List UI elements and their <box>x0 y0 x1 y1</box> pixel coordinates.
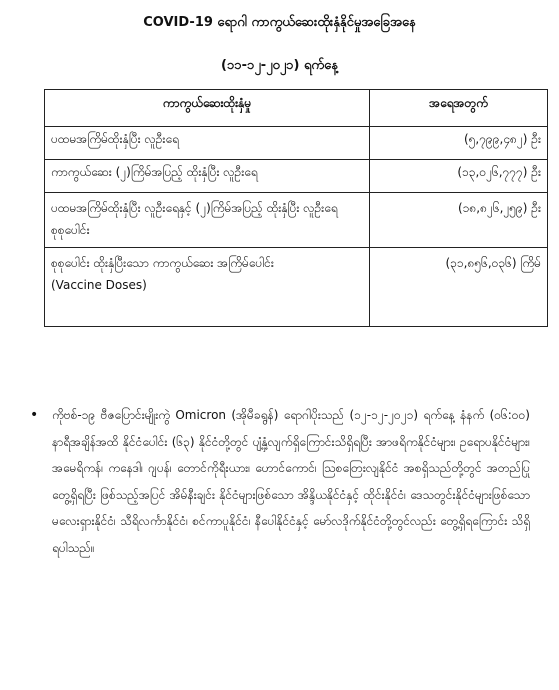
column-header-count: အရေအတွက် <box>370 90 548 127</box>
table-row <box>45 193 548 248</box>
row-label: ကာကွယ်ဆေး (၂)ကြိမ်အပြည့် ထိုးနှံပြီး လူဦးရေ <box>45 160 370 193</box>
row-label: ပထမအကြိမ်ထိုးနှံပြီး လူဦးရေ <box>45 127 370 160</box>
bullet-icon: • <box>30 407 39 423</box>
column-header-vaccination: ကာကွယ်ဆေးထိုးနှံမှု <box>45 90 370 127</box>
table-row <box>45 248 548 327</box>
table-row <box>45 127 548 160</box>
row-label-sub: (Vaccine Doses) <box>51 278 147 292</box>
row-value: (၁၈,၈၂၆,၂၅၉) ဦး <box>370 193 548 248</box>
row-value: (၁၃,၀၂၆,၇၇၇) ဦး <box>370 160 548 193</box>
table-row <box>45 160 548 193</box>
table-header-row <box>45 90 548 127</box>
page-title: COVID-19 ရောဂါ ကာကွယ်ဆေးထိုးနှံနိုင်မှုအခြေအနေ <box>143 15 416 30</box>
omicron-note-text: ကိုဗစ်-၁၉ ဗီဇပြောင်းမျိုးကွဲ Omicron (အိုမီခရွန်) ရောဂါပိုးသည် (၁၂-၁၂-၂၀၂၁) ရက်နေ့ နံနက် (၀၆:၀၀) နာရီအချိန်အထိ နိုင်ငံပေါင်း (၆၃) နိုင်ငံတို့တွင် ပျံ့နှံ့လျက်ရှိကြောင်းသိရှိရပြီး အာဖရိကနိုင်ငံများ၊ ဥရောပနိုင်ငံများ၊ အမေရိကန်၊ ကနေဒါ၊ ဂျပန်၊ တောင်ကိုရီးယား၊ ဟောင်ကောင်၊ ဩစတြေးလျနိုင်ငံ အစရှိသည်တို့တွင် အတည်ပြုတွေ့ရှိရပြီး ဖြစ်သည့်အပြင် အိမ်နီးချင်း နိုင်ငံများဖြစ်သော အိန္ဒိယနိုင်ငံနှင့် ထိုင်းနိုင်ငံ၊ ဒေသတွင်းနိုင်ငံများဖြစ်သော မလေးရှားနိုင်ငံ၊ သီရိလင်္ကာနိုင်ငံ၊ စင်ကာပူနိုင်ငံ၊ နီပေါနိုင်ငံနှင့် မော်လဒိုက်နိုင်ငံတို့တွင်လည်း တွေ့ရှိရကြောင်း သိရှိရပါသည်။ <box>52 408 530 555</box>
row-label-cell <box>45 248 370 327</box>
row-value: (၃၁,၈၅၆,၀၃၆) ကြိမ် <box>370 248 548 327</box>
row-value: (၅,၇၉၉,၄၈၂) ဦး <box>370 127 548 160</box>
vaccination-table <box>44 89 548 327</box>
row-label: စုစုပေါင်း ထိုးနှံပြီးသော ကာကွယ်ဆေး အကြိမ်ပေါင်း <box>51 256 274 270</box>
omicron-note <box>30 402 530 561</box>
report-date: (၁၁-၁၂-၂၀၂၁) ရက်နေ့ <box>221 58 338 73</box>
row-label: ပထမအကြိမ်ထိုးနှံပြီး လူဦးရေနှင့် (၂)ကြိမ်အပြည့် ထိုးနှံပြီး လူဦးရေစုစုပေါင်း <box>45 193 370 248</box>
